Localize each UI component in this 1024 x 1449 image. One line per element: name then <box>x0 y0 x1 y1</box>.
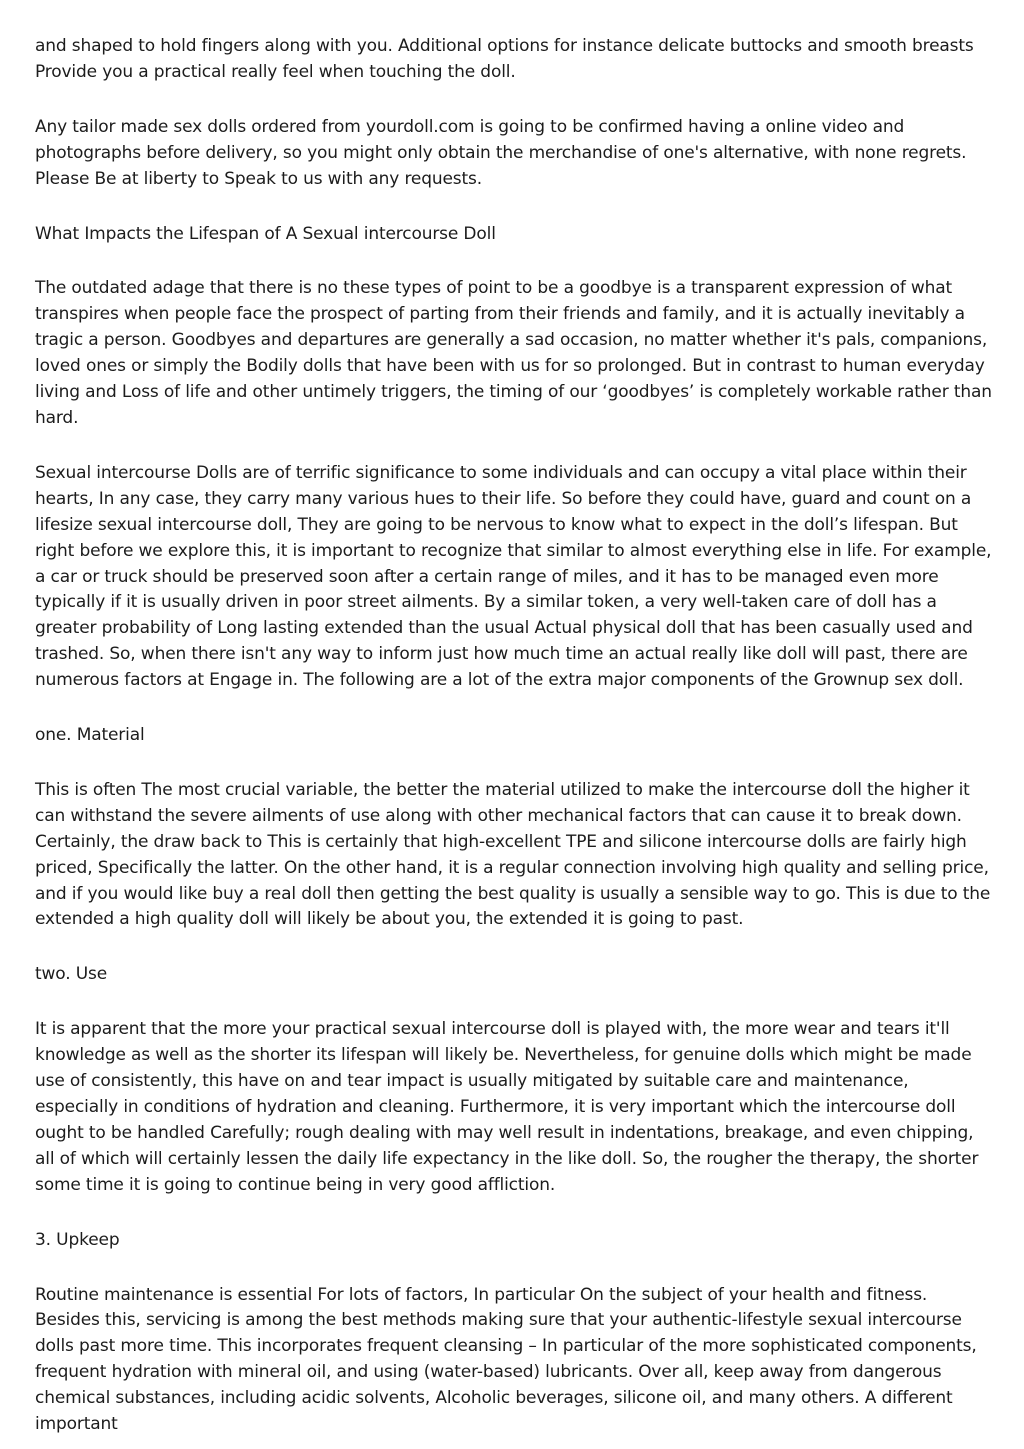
section-heading-use: two. Use <box>35 964 108 985</box>
paragraph-upkeep: Routine maintenance is essential For lots of factors, In particular On the subject of your health and fitness. Besides this, servicing is among the best methods making sure that your authentic-lifestyle sexual intercourse dolls past more time. This incorporates frequent cleansing – In particular of the more sophisticated components, frequent hydration with mineral oil, and using (water-based) lubricants. Over all, keep away from dangerous chemical substances, including acidic solvents, Alcoholic beverages, silicone oil, and many others. A different important <box>35 1284 977 1435</box>
section-heading-upkeep: 3. Upkeep <box>35 1229 120 1250</box>
paragraph-custom-dolls: Any tailor made sex dolls ordered from yourdoll.com is going to be confirmed having a online video and photographs before delivery, so you might only obtain the merchandise of one's alternative, with none regrets. Please Be at liberty to Speak to us with any requests. <box>35 116 967 189</box>
paragraph-use: It is apparent that the more your practical sexual intercourse doll is played with, the more wear and tears it'll knowledge as well as the shorter its lifespan will likely be. Nevertheless, for genuine dolls which might be made use of consistently, this have on and tear impact is usually mitigated by suitable care and maintenance, especially in conditions of hydration and cleaning. Furthermore, it is very important which the intercourse doll ought to be handled Carefully; rough dealing with may well result in indentations, breakage, and even chipping, all of which will certainly lessen the daily life expectancy in the like doll. So, the rougher the therapy, the shorter some time it is going to continue being in very good affliction. <box>35 1019 979 1195</box>
paragraph-significance: Sexual intercourse Dolls are of terrific significance to some individuals and can occupy a vital place within their hearts, In any case, they carry many various hues to their life. So before they could have, guard and count on a lifesize sexual intercourse doll, They are going to be nervous to know what to expect in the doll’s lifespan. But right before we explore this, it is important to recognize that similar to almost everything else in life. For example, a car or truck should be preserved soon after a certain range of miles, and it has to be managed even more typically if it is usually driven in poor street ailments. By a similar token, a very well-taken care of doll has a greater probability of Long lasting extended than the usual Actual physical doll that has been casually used and trashed. So, when there isn't any way to inform just how much time an actual really like doll will past, there are numerous factors at Engage in. The following are a lot of the extra major components of the Grownup sex doll. <box>35 462 992 691</box>
paragraph-material: This is often The most crucial variable, the better the material utilized to make the intercourse doll the higher it can withstand the severe ailments of use along with other mechanical factors that can cause it to break down. Certainly, the draw back to This is certainly that high-excellent TPE and silicone intercourse dolls are fairly high priced, Specifically the latter. On the other hand, it is a regular connection involving high quality and selling price, and if you would like buy a real doll then getting the best quality is usually a sensible way to go. This is due to the extended a high quality doll will likely be about you, the extended it is going to past. <box>35 779 991 930</box>
section-heading-lifespan: What Impacts the Lifespan of A Sexual intercourse Doll <box>35 223 496 244</box>
paragraph-intro-continuation: and shaped to hold fingers along with you. Additional options for instance delicate buttocks and smooth breasts Provide you a practical really feel when touching the doll. <box>35 36 974 82</box>
section-heading-material: one. Material <box>35 725 145 746</box>
paragraph-goodbye: The outdated adage that there is no these types of point to be a goodbye is a transparent expression of what transpires when people face the prospect of parting from their friends and family, and it is actually inevitably a tragic a person. Goodbyes and departures are generally a sad occasion, no matter whether it's pals, companions, loved ones or simply the Bodily dolls that have been with us for so prolonged. But in contrast to human everyday living and Loss of life and other untimely triggers, the timing of our ‘goodbyes’ is completely workable rather than hard. <box>35 278 992 428</box>
